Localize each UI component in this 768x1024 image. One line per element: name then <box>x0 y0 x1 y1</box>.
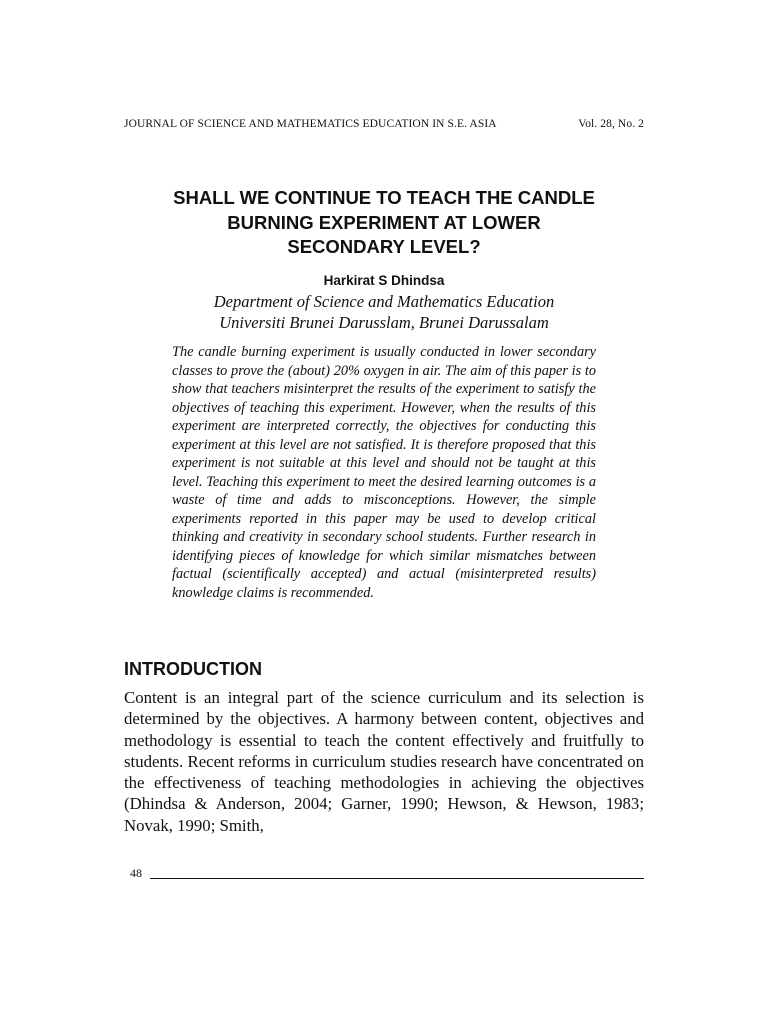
affiliation-university: Universiti Brunei Darusslam, Brunei Darussalam <box>219 313 549 332</box>
page-number: 48 <box>130 866 142 880</box>
author-affiliation <box>124 291 644 333</box>
affiliation-department: Department of Science and Mathematics Education <box>213 292 555 311</box>
running-header <box>124 118 644 134</box>
paper-title <box>124 186 644 260</box>
section-heading-introduction: INTRODUCTION <box>124 659 262 679</box>
title-line: SHALL WE CONTINUE TO TEACH THE CANDLE <box>173 187 595 208</box>
volume-issue: Vol. 28, No. 2 <box>578 118 644 130</box>
title-line: BURNING EXPERIMENT AT LOWER <box>227 211 541 233</box>
introduction-paragraph: Content is an integral part of the science curriculum and its selection is determined by the objectives. A harmony between content, objectives and methodology is essential to teach the content effectively and fruitfully to students. Recent reforms in curriculum studies research have concentrated on the effectiveness of teaching methodologies in achieving the objectives (Dhindsa & Anderson, 2004; Garner, 1990; Hewson, & Hewson, 1983; Novak, 1990; Smith, <box>124 688 644 835</box>
title-line: SECONDARY LEVEL? <box>287 236 481 257</box>
page-footer <box>124 866 644 882</box>
author-name: Harkirat S Dhindsa <box>323 273 445 288</box>
journal-name: JOURNAL OF SCIENCE AND MATHEMATICS EDUCATION IN S.E. ASIA <box>124 118 497 130</box>
abstract: The candle burning experiment is usually conducted in lower secondary classes to prove the (about) 20% oxygen in air. The aim of this paper is to show that teachers misinterpret the results of the experiment to satisfy the objectives of teaching this experiment. However, when the results of this experiment are interpreted correctly, the objectives for conducting this experiment at this level are not satisfied. It is therefore proposed that this experiment is not suitable at this level and should not be taught at this level. Teaching this experiment to meet the desired learning outcomes is a waste of time and adds to misconceptions. However, the simple experiments reported in this paper may be used to develop critical thinking and creativity in secondary school students. Further research in identifying pieces of knowledge for which similar mismatches between factual (scientifically accepted) and actual (misinterpreted results) knowledge claims is recommended. <box>172 344 596 601</box>
footer-rule <box>150 878 644 879</box>
